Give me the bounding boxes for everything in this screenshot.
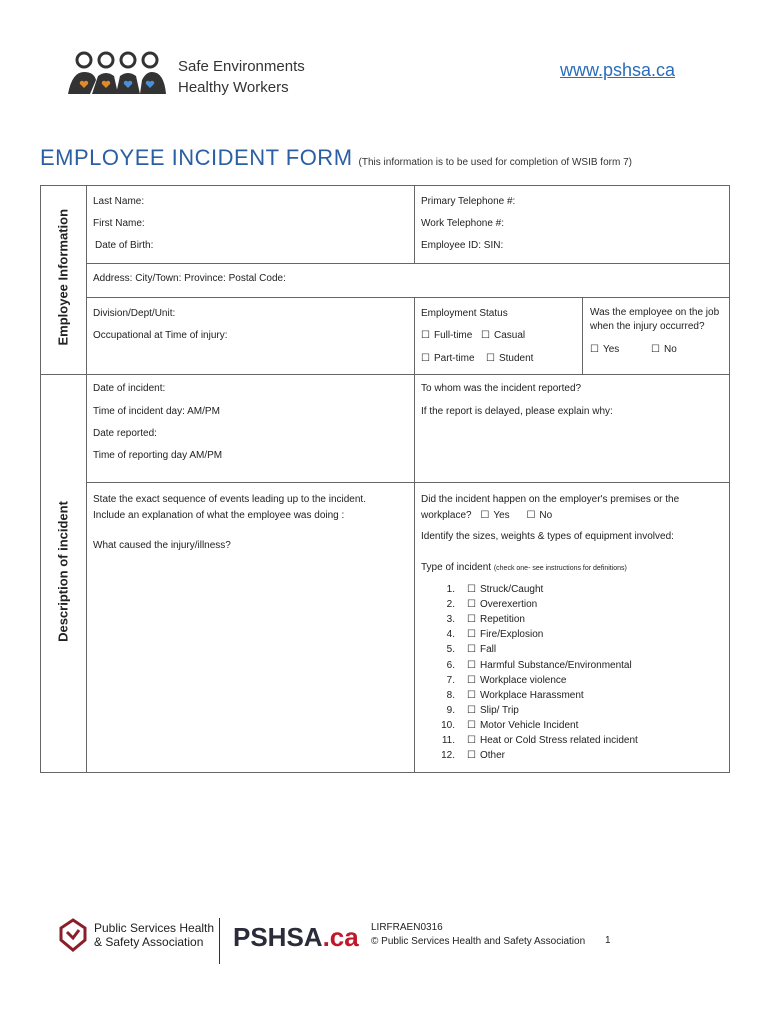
field-reported-to[interactable]: To whom was the incident reported? [421, 383, 582, 394]
field-employee-id-sin[interactable]: Employee ID: SIN: [421, 240, 504, 251]
incident-type-number: 2. [446, 599, 455, 611]
checkbox-on-job-yes[interactable]: ☐ Yes [590, 344, 619, 355]
form-title [40, 145, 632, 171]
incident-type-number: 4. [446, 629, 455, 641]
field-occupational[interactable]: Occupational at Time of injury: [93, 330, 228, 341]
field-primary-telephone[interactable]: Primary Telephone #: [421, 196, 516, 207]
incident-type-heading [421, 562, 627, 573]
incident-type-option[interactable]: ☐ Repetition [467, 614, 525, 625]
field-equipment-involved[interactable]: Identify the sizes, weights & types of equipment involved: [421, 531, 674, 542]
premises-question [421, 492, 711, 524]
incident-type-option[interactable]: ☐ Other [467, 750, 505, 761]
checkbox-part-time[interactable]: ☐ Part-time [421, 353, 475, 364]
incident-type-option[interactable]: ☐ Slip/ Trip [467, 705, 519, 716]
field-date-reported[interactable]: Date reported: [93, 428, 157, 439]
incident-type-number: 5. [446, 644, 455, 656]
pshsa-emblem-icon [58, 918, 88, 952]
incident-type-number: 1. [446, 584, 455, 595]
field-date-of-incident[interactable]: Date of incident: [93, 383, 166, 394]
section-label-incident-description: Description of incident [55, 501, 71, 642]
field-division-dept-unit[interactable]: Division/Dept/Unit: [93, 308, 176, 319]
footer-document-code: LIRFRAEN0316 [371, 922, 443, 933]
incident-type-label: Type of incident [421, 562, 492, 573]
field-address[interactable]: Address: City/Town: Province: Postal Code: [93, 273, 286, 284]
website-link[interactable]: www.pshsa.ca [560, 60, 676, 80]
incident-type-number: 7. [446, 674, 455, 686]
field-time-of-incident[interactable]: Time of incident day: AM/PM [93, 406, 220, 417]
pshsa-people-logo [60, 50, 170, 100]
field-last-name[interactable]: Last Name: [93, 196, 145, 207]
tagline-line2: Healthy Workers [178, 79, 289, 96]
footer-org-line1: Public Services Health [94, 921, 215, 935]
employment-status-label: Employment Status [421, 308, 508, 319]
incident-type-note: (check one- see instructions for definitions) [493, 565, 627, 572]
footer-document-info [371, 921, 585, 949]
field-date-of-birth[interactable]: Date of Birth: [95, 240, 154, 251]
checkbox-casual[interactable]: ☐ Casual [481, 330, 525, 341]
checkbox-student[interactable]: ☐ Student [486, 353, 533, 364]
incident-type-option[interactable]: ☐ Overexertion [467, 599, 537, 610]
incident-type-option[interactable]: ☐ Fire/Explosion [467, 629, 543, 640]
incident-type-option[interactable]: ☐ Heat or Cold Stress related incident [467, 735, 638, 746]
incident-type-number: 11. [441, 735, 455, 746]
incident-type-number: 12. [441, 750, 455, 762]
form-table [40, 185, 730, 773]
field-time-of-reporting[interactable]: Time of reporting day AM/PM [93, 450, 223, 461]
checkbox-full-time[interactable]: ☐ Full-time [421, 330, 472, 341]
form-subtitle: (This information is to be used for completion of WSIB form 7) [358, 157, 632, 168]
section-label-employee-info: Employee Information [55, 208, 71, 346]
incident-type-option[interactable]: ☐ Workplace Harassment [467, 690, 584, 701]
checkbox-premises-yes[interactable]: ☐ Yes [480, 510, 509, 521]
footer-brand-tld: .ca [322, 922, 359, 952]
form-title-text: EMPLOYEE INCIDENT FORM [40, 145, 353, 170]
page-number: 1 [605, 935, 611, 946]
incident-type-option[interactable]: ☐ Workplace violence [467, 675, 567, 686]
on-job-question: Was the employee on the job when the injury occurred? [590, 307, 720, 332]
incident-type-number: 3. [446, 614, 455, 626]
incident-type-number: 6. [446, 659, 455, 671]
footer-org-logo [58, 918, 214, 952]
premises-question-text: Did the incident happen on the employer's premises or the workplace? [421, 494, 680, 521]
field-delay-explanation[interactable]: If the report is delayed, please explain why: [421, 406, 613, 417]
field-cause-of-injury[interactable]: What caused the injury/illness? [93, 540, 231, 551]
footer-brand-main: PSHSA [233, 922, 323, 952]
checkbox-on-job-no[interactable]: ☐ No [651, 344, 677, 355]
field-first-name[interactable]: First Name: [93, 218, 145, 229]
footer-org-line2: & Safety Association [94, 935, 204, 949]
incident-type-option[interactable]: ☐ Motor Vehicle Incident [467, 720, 578, 731]
tagline [178, 56, 305, 98]
field-work-telephone[interactable]: Work Telephone #: [421, 218, 505, 229]
incident-type-number: 8. [446, 689, 455, 701]
checkbox-premises-no[interactable]: ☐ No [526, 510, 552, 521]
footer-brand [233, 922, 359, 953]
footer-copyright: © Public Services Health and Safety Association [371, 936, 586, 947]
tagline-line1: Safe Environments [178, 58, 305, 75]
incident-type-option[interactable]: ☐ Harmful Substance/Environmental [467, 660, 632, 671]
incident-type-option[interactable]: ☐ Struck/Caught [467, 584, 543, 595]
footer-divider [219, 918, 220, 964]
incident-type-option[interactable]: ☐ Fall [467, 644, 496, 655]
incident-type-number: 9. [446, 704, 455, 716]
field-sequence-of-events[interactable]: State the exact sequence of events leading up to the incident. Include an explanation of what the employee was doing : [93, 494, 366, 521]
incident-type-number: 10. [441, 719, 455, 731]
